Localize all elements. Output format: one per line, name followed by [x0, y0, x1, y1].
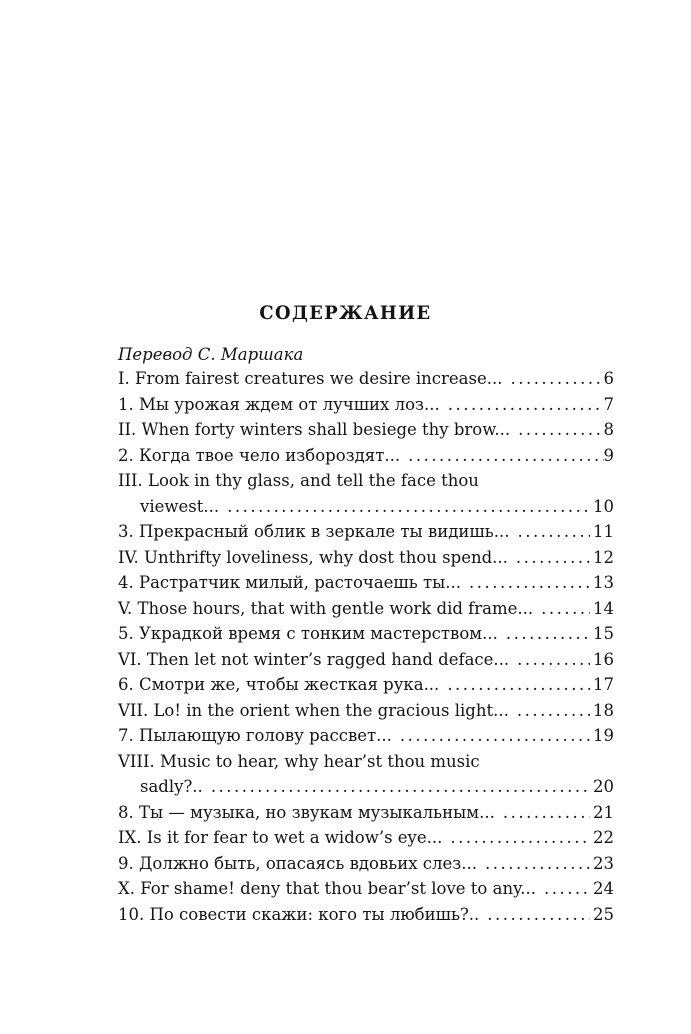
leader-dots	[440, 392, 604, 418]
entry-title: 2. Когда твое чело избороздят...	[118, 445, 401, 465]
entry-title: VII. Lo! in the orient when the gracious light...	[118, 700, 509, 720]
toc-entry	[118, 366, 614, 392]
entry-title: II. When forty winters shall besiege thy brow...	[118, 420, 511, 439]
toc-entry	[118, 723, 614, 749]
entry-title: 1. Мы урожая ждем от лучших лоз...	[118, 394, 440, 414]
leader-dots	[442, 825, 590, 851]
leader-dots	[479, 902, 590, 928]
toc-entry	[118, 596, 614, 622]
entry-title: I. From fairest creatures we desire increase...	[118, 369, 503, 388]
entry-title: 4. Растратчик милый, расточаешь ты...	[118, 573, 461, 592]
leader-dots	[509, 647, 590, 673]
entry-title-continuation: viewest...	[140, 496, 220, 516]
entry-title: 9. Должно быть, опасаясь вдовьих слез...	[118, 853, 477, 873]
toc-entry	[118, 519, 614, 545]
page-number: 14	[593, 598, 614, 618]
page-number: 18	[593, 700, 614, 720]
page-number: 10	[593, 496, 614, 516]
page-number: 25	[593, 904, 614, 924]
table-of-contents	[118, 343, 614, 927]
leader-dots	[392, 723, 590, 749]
page-number: 6	[603, 369, 614, 388]
toc-entry	[118, 698, 614, 724]
toc-entry	[118, 749, 614, 800]
toc-entry	[118, 851, 614, 877]
page-number: 19	[593, 726, 614, 745]
toc-entry	[118, 468, 614, 519]
leader-dots	[536, 876, 590, 902]
leader-dots	[477, 851, 590, 877]
leader-dots	[495, 800, 590, 826]
toc-entry	[118, 443, 614, 469]
toc-entry	[118, 417, 614, 443]
leader-dots	[498, 621, 590, 647]
entry-title: IV. Unthrifty loveliness, why dost thou spend...	[118, 547, 508, 567]
entry-title: 7. Пылающую голову рассвет...	[118, 726, 392, 745]
page-number: 23	[593, 853, 614, 873]
toc-entry	[118, 876, 614, 902]
leader-dots	[502, 366, 603, 392]
leader-dots	[400, 443, 603, 469]
toc-entry	[118, 392, 614, 418]
entry-title-continuation: sadly?..	[140, 777, 203, 796]
page-number: 8	[603, 420, 614, 439]
entry-title: 3. Прекрасный облик в зеркале ты видишь...	[118, 522, 510, 541]
page-number: 20	[593, 777, 614, 796]
leader-dots	[533, 596, 590, 622]
page-number: 9	[603, 445, 614, 465]
leader-dots	[510, 417, 603, 443]
toc-entry	[118, 902, 614, 928]
page-title: СОДЕРЖАНИЕ	[259, 302, 432, 324]
entry-title: 10. По совести скажи: кого ты любишь?..	[118, 904, 480, 924]
entry-title: IX. Is it for fear to wet a widow’s eye...	[118, 828, 443, 847]
toc-entry	[118, 570, 614, 596]
page-number: 17	[593, 675, 614, 694]
page-number: 16	[593, 649, 614, 669]
toc-entry	[118, 672, 614, 698]
toc-entry	[118, 647, 614, 673]
leader-dots	[439, 672, 590, 698]
leader-dots	[219, 494, 590, 520]
page-number: 24	[593, 879, 614, 898]
entry-title: V. Those hours, that with gentle work did frame...	[118, 598, 534, 618]
entry-title: III. Look in thy glass, and tell the face thou	[118, 471, 479, 490]
leader-dots	[509, 698, 590, 724]
leader-dots	[508, 545, 590, 571]
page-number: 15	[593, 624, 614, 643]
translator-subtitle: Перевод С. Маршака	[118, 345, 304, 364]
entry-title: 8. Ты — музыка, но звукам музыкальным...	[118, 802, 495, 822]
toc-entry	[118, 800, 614, 826]
leader-dots	[203, 774, 590, 800]
entry-title: X. For shame! deny that thou bear’st love to any...	[118, 879, 536, 898]
entry-title: 5. Украдкой время с тонким мастерством...	[118, 624, 498, 643]
entry-title: VIII. Music to hear, why hear’st thou music	[118, 751, 480, 771]
entry-title: 6. Смотри же, чтобы жесткая рука...	[118, 675, 440, 694]
leader-dots	[509, 519, 590, 545]
page-number: 22	[593, 828, 614, 847]
toc-entry	[118, 545, 614, 571]
toc-entry	[118, 621, 614, 647]
page-number: 12	[593, 547, 614, 567]
page-number: 7	[603, 394, 614, 414]
entry-title: VI. Then let not winter’s ragged hand deface...	[118, 649, 510, 669]
page-number: 11	[593, 522, 614, 541]
page-number: 21	[593, 802, 614, 822]
toc-entry	[118, 825, 614, 851]
leader-dots	[461, 570, 590, 596]
page-number: 13	[593, 573, 614, 592]
